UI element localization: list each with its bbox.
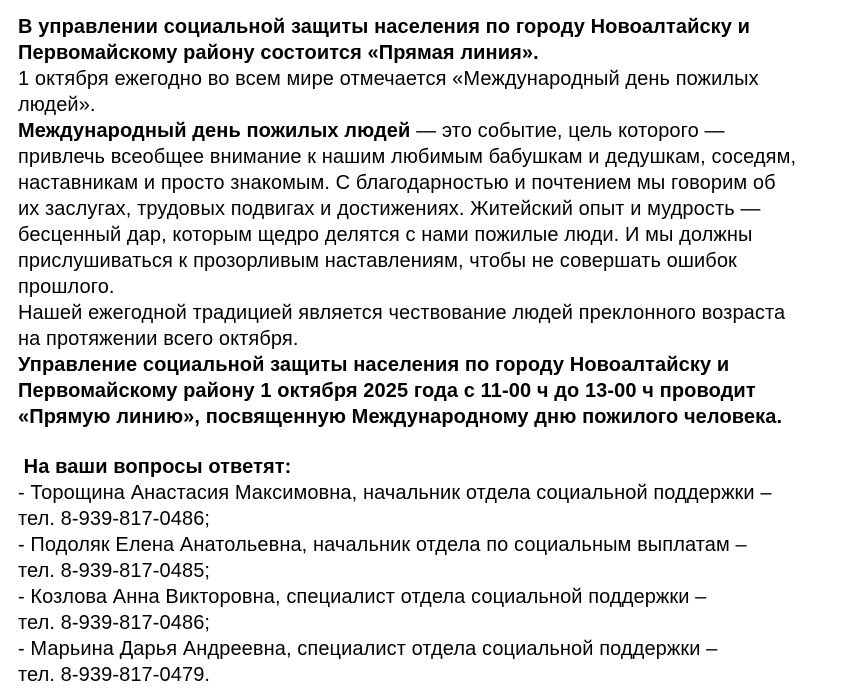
text-run-bold: Управление социальной защиты населения по городу Новоалтайску и xyxy=(18,354,730,376)
text-run: наставникам и просто знакомым. С благодарностью и почтением мы говорим об xyxy=(18,172,776,194)
text-line xyxy=(18,14,857,40)
document-text xyxy=(18,14,857,688)
text-run: их заслугах, трудовых подвигах и достижениях. Житейский опыт и мудрость — xyxy=(18,198,761,220)
text-line xyxy=(18,532,857,558)
text-run: 1 октября ежегодно во всем мире отмечается «Международный день пожилых xyxy=(18,68,759,90)
text-line xyxy=(18,636,857,662)
text-run-bold: Первомайскому району 1 октября 2025 года с 11-00 ч до 13-00 ч проводит xyxy=(18,380,756,402)
text-line xyxy=(18,558,857,584)
text-line xyxy=(18,66,857,92)
text-run-bold: Первомайскому району состоится «Прямая линия». xyxy=(18,42,539,64)
text-line xyxy=(18,170,857,196)
text-line xyxy=(18,584,857,610)
text-run: на протяжении всего октября. xyxy=(18,328,299,350)
text-run: тел. 8-939-817-0486; xyxy=(18,508,211,530)
text-line xyxy=(18,454,857,480)
text-run: прошлого. xyxy=(18,276,115,298)
text-run: бесценный дар, которым щедро делятся с нами пожилые люди. И мы должны xyxy=(18,224,753,246)
text-run: тел. 8-939-817-0486; xyxy=(18,612,211,634)
text-run: - Подоляк Елена Анатольевна, начальник отдела по социальным выплатам – xyxy=(18,534,747,556)
text-line xyxy=(18,118,857,144)
text-line xyxy=(18,274,857,300)
text-run-bold: «Прямую линию», посвященную Международному дню пожилого человека. xyxy=(18,406,783,428)
text-line xyxy=(18,144,857,170)
text-run-bold: На ваши вопросы ответят: xyxy=(18,456,292,478)
text-run: тел. 8-939-817-0479. xyxy=(18,664,211,686)
text-run: - Козлова Анна Викторовна, специалист отдела социальной поддержки – xyxy=(18,586,707,608)
text-line xyxy=(18,326,857,352)
text-run: прислушиваться к прозорливым наставлениям, чтобы не совершать ошибок xyxy=(18,250,737,272)
text-line xyxy=(18,506,857,532)
text-line xyxy=(18,404,857,430)
text-run: Нашей ежегодной традицией является чествование людей преклонного возраста xyxy=(18,302,786,324)
text-run-bold: В управлении социальной защиты населения по городу Новоалтайску и xyxy=(18,16,751,38)
text-run-bold: Международный день пожилых людей xyxy=(18,120,411,142)
text-line xyxy=(18,610,857,636)
text-line xyxy=(18,300,857,326)
text-run: тел. 8-939-817-0485; xyxy=(18,560,211,582)
text-run: - Торощина Анастасия Максимовна, начальник отдела социальной поддержки – xyxy=(18,482,772,504)
text-line xyxy=(18,222,857,248)
text-run: привлечь всеобщее внимание к нашим любимым бабушкам и дедушкам, соседям, xyxy=(18,146,797,168)
text-line xyxy=(18,92,857,118)
text-run: людей». xyxy=(18,94,96,116)
text-run: - Марьина Дарья Андреевна, специалист отдела социальной поддержки – xyxy=(18,638,718,660)
text-line xyxy=(18,352,857,378)
text-line xyxy=(18,480,857,506)
text-line xyxy=(18,196,857,222)
text-line xyxy=(18,248,857,274)
text-line xyxy=(18,40,857,66)
text-line xyxy=(18,378,857,404)
text-run: — это событие, цель которого — xyxy=(410,120,725,142)
text-line xyxy=(18,662,857,688)
